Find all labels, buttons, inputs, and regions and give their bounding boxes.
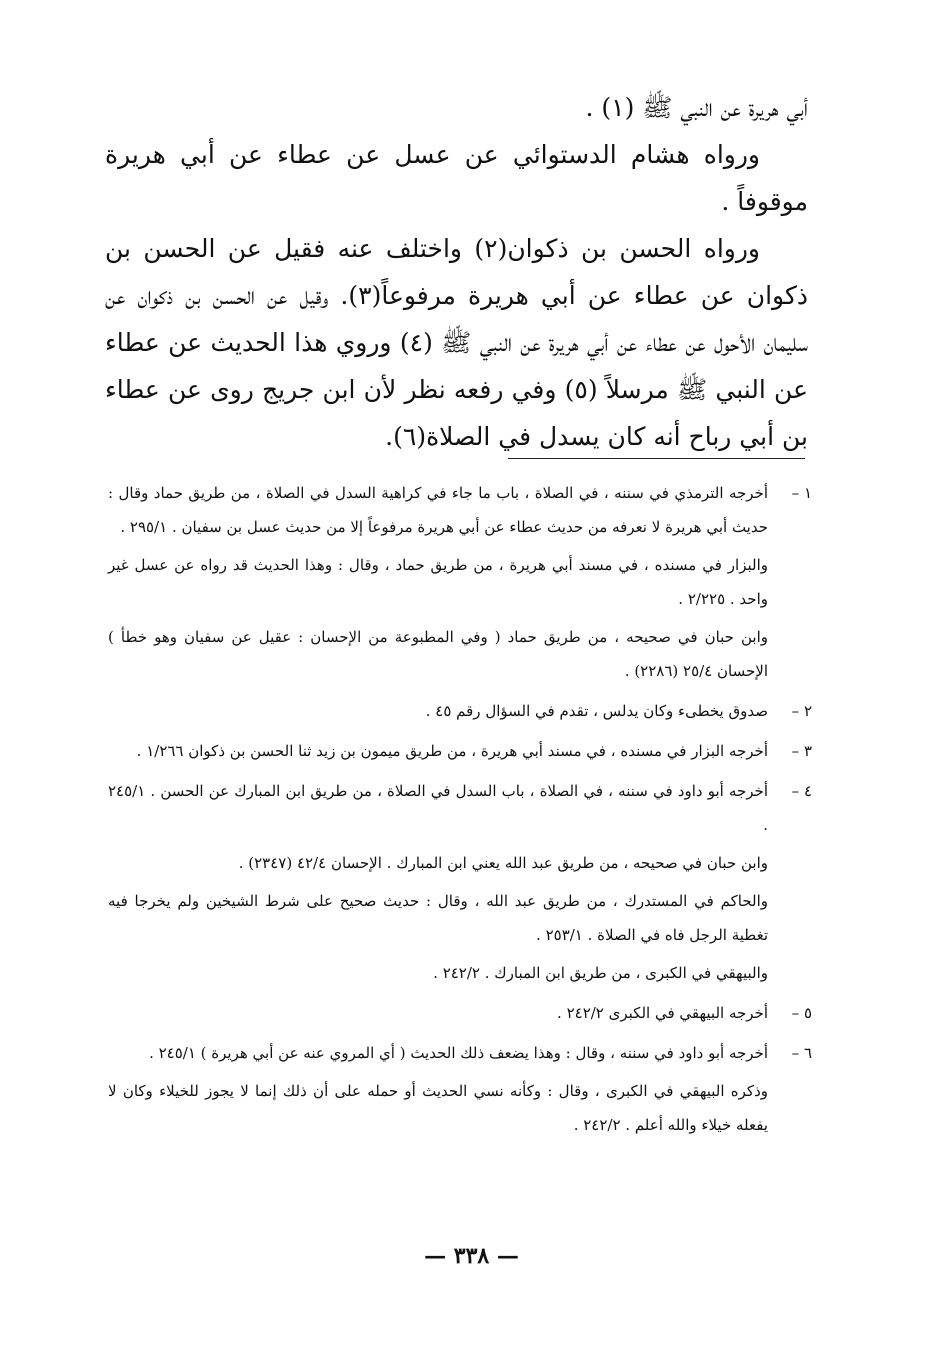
main-paragraph-1: أبي هريرة عن النبي ﷺ (١) . [585, 93, 808, 122]
footnote-body [108, 694, 768, 728]
footnote-separator [508, 458, 805, 459]
footnote-paragraph: وابن حبان في صحيحه ، من طريق عبد الله يعني ابن المبارك . الإحسان ٤٢/٤ (٢٣٤٧) . [238, 854, 768, 872]
page-number: — ٣٣٨ — [424, 1243, 519, 1269]
footnote-4 [108, 774, 812, 990]
footnote-paragraph: والبزار في مسنده ، في مسند أبي هريرة ، من طريق حماد ، وقال : وهذا الحديث قد رواه عن عسل غير واحد . ٢/٢٢٥ . [108, 556, 768, 608]
footnotes [108, 476, 812, 1148]
footnote-number: ٢ – [791, 702, 812, 720]
footnote-paragraph: صدوق يخطىء وكان يدلس ، تقدم في السؤال رقم ٤٥ . [425, 702, 768, 720]
footnote-3 [108, 734, 812, 768]
footnote-paragraph: وذكره البيهقي في الكبرى ، وقال : وكأنه نسي الحديث أو حمله على أن ذلك إنما لا يجوز للخيلاء وكان لا يفعله خيلاء والله أعلم . ٢٤٢/٢ . [108, 1082, 768, 1134]
footnote-2 [108, 694, 812, 728]
main-text [105, 84, 808, 460]
footnote-paragraph: أخرجه البزار في مسنده ، في مسند أبي هريرة ، من طريق ميمون بن زيد ثنا الحسن بن ذكوان ١/٢٦٦ . [136, 742, 768, 760]
footnote-6 [108, 1036, 812, 1142]
footnote-body [108, 1036, 768, 1142]
footnote-5 [108, 996, 812, 1030]
main-paragraph-2: ورواه هشام الدستوائي عن عسل عن عطاء عن أبي هريرة موقوفاً . [105, 140, 808, 216]
footnote-number: ١ – [791, 484, 812, 502]
main-paragraph-3: ورواه الحسن بن ذكوان(٢) واختلف عنه فقيل عن الحسن بن ذكوان عن عطاء عن أبي هريرة مرفوعاً(٣). وقيل عن الحسن بن ذكوان عن سليمان الأحول عن عطاء عن أبي هريرة عن النبي ﷺ (٤) وروي هذا الحديث عن عطاء عن النبي ﷺ مرسلاً (٥) وفي رفعه نظر لأن ابن جريج روى عن عطاء بن أبي رباح أنه كان يسدل في الصلاة(٦). [105, 234, 808, 451]
footnote-body [108, 476, 768, 688]
footnote-paragraph: وابن حبان في صحيحه ، من طريق حماد ( وفي المطبوعة من الإحسان : عقيل عن سفيان وهو خطأ ) الإحسان ٢٥/٤ (٢٢٨٦) . [108, 628, 768, 680]
footnote-paragraph: والبيهقي في الكبرى ، من طريق ابن المبارك . ٢٤٢/٢ . [433, 964, 768, 982]
footnote-paragraph: والحاكم في المستدرك ، من طريق عبد الله ، وقال : حديث صحيح على شرط الشيخين ولم يخرجا فيه تغطية الرجل فاه في الصلاة . ٢٥٣/١ . [108, 892, 768, 944]
footnote-number: ٥ – [791, 1004, 812, 1022]
footnote-paragraph: أخرجه أبو داود في سننه ، في الصلاة ، باب السدل في الصلاة ، من طريق ابن المبارك عن الحسن . ٢٤٥/١ . [108, 782, 768, 834]
footnote-number: ٤ – [791, 782, 812, 800]
footnote-body [108, 996, 768, 1030]
footnote-paragraph: أخرجه أبو داود في سننه ، وقال : وهذا يضعف ذلك الحديث ( أي المروي عنه عن أبي هريرة ) ٢٤٥/١ . [149, 1044, 768, 1062]
footnote-number: ٣ – [791, 742, 812, 760]
footnote-1 [108, 476, 812, 688]
footnote-body [108, 734, 768, 768]
footnote-paragraph: أخرجه الترمذي في سننه ، في الصلاة ، باب ما جاء في كراهية السدل في الصلاة ، من طريق حماد وقال : حديث أبي هريرة لا نعرفه من حديث عطاء عن أبي هريرة مرفوعاً إلا من حديث عسل بن سفيان . ٢٩٥/١ . [108, 484, 768, 536]
footnote-paragraph: أخرجه البيهقي في الكبرى ٢٤٢/٢ . [557, 1004, 768, 1022]
footnote-body [108, 774, 768, 990]
footnote-number: ٦ – [791, 1044, 812, 1062]
